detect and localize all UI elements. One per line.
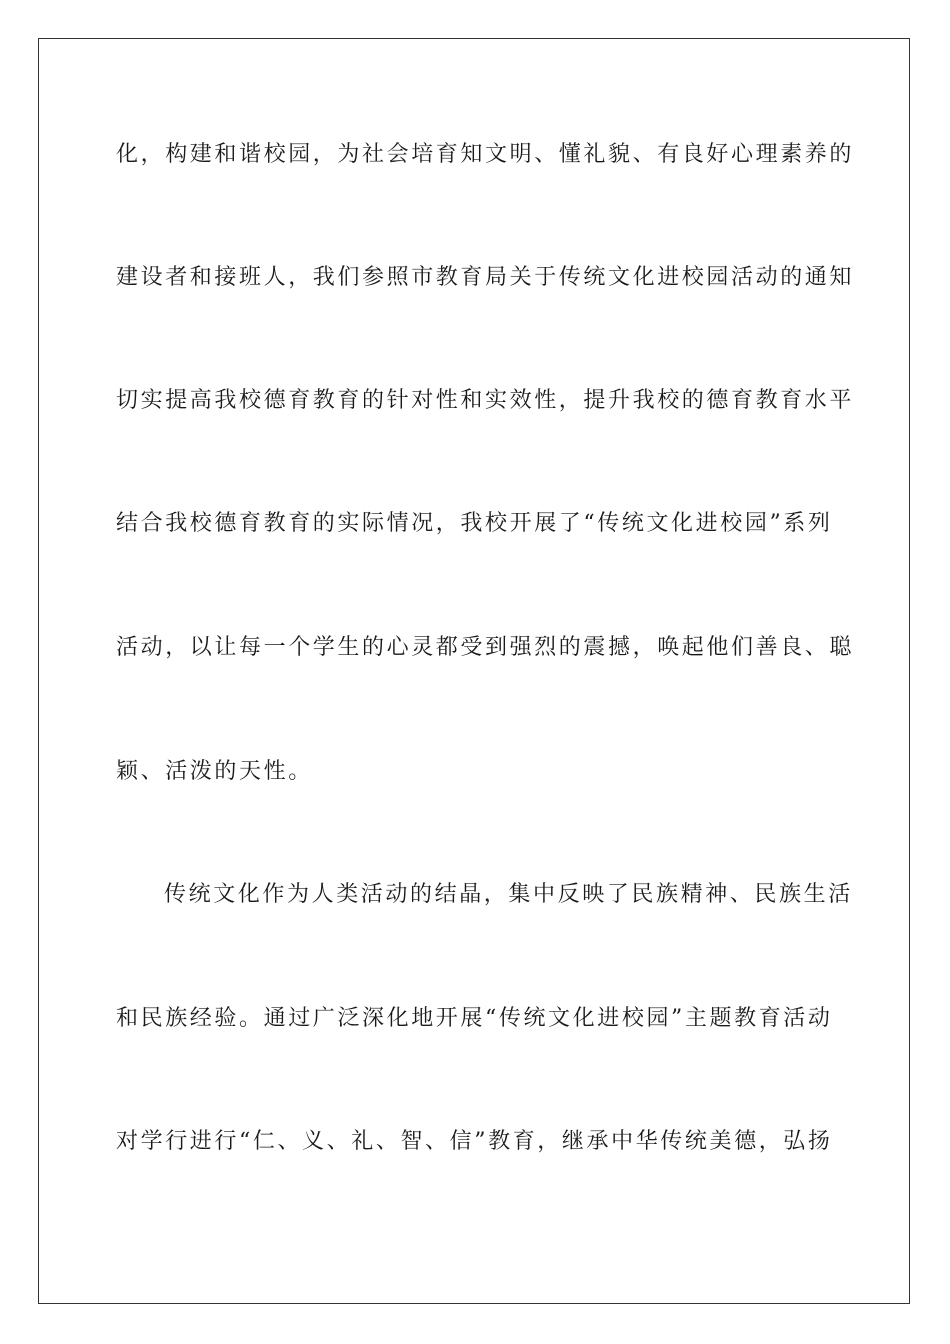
body-text-line: 化，构建和谐校园，为社会培育知文明、懂礼貌、有良好心理素养的 — [116, 142, 855, 167]
body-text-line: 切实提高我校德育教育的针对性和实效性，提升我校的德育教育水平 — [116, 388, 855, 413]
body-text-line: 活动，以让每一个学生的心灵都受到强烈的震撼，唤起他们善良、聪 — [116, 635, 855, 660]
body-text-line: 对学行进行“仁、义、礼、智、信”教育，继承中华传统美德，弘扬 — [116, 1129, 833, 1154]
body-text-line: 结合我校德育教育的实际情况，我校开展了“传统文化进校园”系列 — [116, 511, 833, 536]
body-text-line: 颖、活泼的天性。 — [116, 759, 313, 784]
page-border — [38, 38, 910, 1304]
paragraph-first-line: 传统文化作为人类活动的结晶，集中反映了民族精神、民族生活 — [164, 882, 853, 907]
body-text-line: 和民族经验。通过广泛深化地开展“传统文化进校园”主题教育活动 — [116, 1006, 833, 1031]
body-text-line: 建设者和接班人，我们参照市教育局关于传统文化进校园活动的通知 — [116, 265, 855, 290]
